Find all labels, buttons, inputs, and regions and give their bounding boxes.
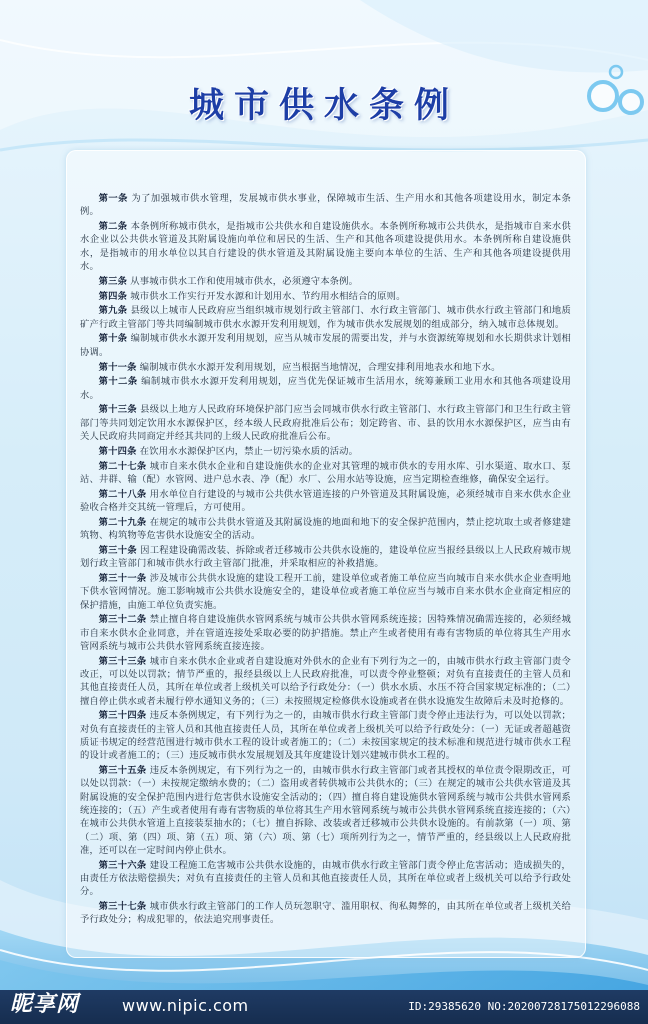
- page-title: 城市供水条例: [188, 86, 459, 126]
- article-paragraph: [80, 544, 571, 571]
- article-text: 用水单位自行建设的与城市公共供水管道连接的户外管道及其附属设施，必须经城市自来水供水企业验收合格并交其统一管理后，方可使用。: [80, 488, 571, 514]
- article-paragraph: [80, 445, 571, 458]
- article-heading: 第十二条: [98, 376, 138, 388]
- article-text: 城市供水行政主管部门的工作人员玩忽职守、滥用职权、徇私舞弊的，由其所在单位或者上级机关给予行政处分；构成犯罪的，依法追究刑事责任。: [80, 901, 571, 926]
- article-paragraph: [80, 900, 571, 927]
- article-text: 禁止擅自将自建设施供水管网系统与城市公共供水管网系统连接；因特殊情况确需连接的，必须经城市自来水供水企业同意，并在管道连接处采取必要的防护措施。禁止产生或者使用有毒有害物质的单位将其生产用水管网系统与城市公共供水管网系统直接连接。: [80, 614, 571, 652]
- article-text: 涉及城市公共供水设施的建设工程开工前，建设单位或者施工单位应当向城市自来水供水企业查明地下供水管网情况。施工影响城市公共供水设施安全的，建设单位或者施工单位应当与城市自来水供水企业商定相应的保护措施，由施工单位负责实施。: [80, 573, 571, 611]
- article-heading: 第三十三条: [98, 655, 147, 667]
- article-heading: 第三十五条: [98, 765, 147, 777]
- article-heading: 第四条: [98, 290, 128, 302]
- article-heading: 第三十七条: [98, 901, 147, 913]
- article-paragraph: [80, 192, 571, 219]
- article-heading: 第三十六条: [98, 859, 147, 871]
- article-heading: 第三十条: [98, 544, 137, 556]
- article-text: 违反本条例规定，有下列行为之一的，由城市供水行政主管部门责令停止违法行为，可以处以罚款；对负有直接责任的主管人员和其他直接责任人员，其所在单位或者上级机关可以给予行政处分：（一）无证或者超越资质证书规定的经营范围进行城市供水工程的设计或者施工的；（二）未按国家规定的技术标准和规范进行城市供水工程的设计或者施工的；（三）违反城市供水发展规划及其年度建设计划兴建城市供水工程的。: [80, 710, 571, 762]
- article-text: 从事城市供水工作和使用城市供水，必须遵守本条例。: [130, 275, 359, 287]
- article-paragraph: [80, 375, 571, 402]
- article-heading: 第十三条: [98, 404, 137, 416]
- article-paragraph: [80, 403, 571, 443]
- article-paragraph: [80, 572, 571, 612]
- article-paragraph: [80, 764, 571, 857]
- article-text: 编制城市供水水源开发利用规划，应当从城市发展的需要出发，并与水资源统筹规划和水长期供求计划相协调。: [80, 333, 571, 358]
- article-text: 城市供水工作实行开发水源和计划用水、节约用水相结合的原则。: [130, 290, 406, 302]
- article-text: 在饮用水水源保护区内，禁止一切污染水质的活动。: [139, 445, 359, 457]
- watermark-url: www.nipic.com: [122, 996, 249, 1015]
- article-paragraph: [80, 488, 571, 515]
- article-heading: 第二十九条: [98, 516, 147, 528]
- article-text: 在规定的城市公共供水管道及其附属设施的地面和地下的安全保护范围内，禁止挖坑取土或者修建建筑物、构筑物等危害供水设施安全的活动。: [80, 516, 571, 542]
- article-text: 为了加强城市供水管理，发展城市供水事业，保障城市生活、生产用水和其他各项建设用水，制定本条例。: [80, 193, 571, 218]
- article-text: 城市自来水供水企业和自建设施供水的企业对其管理的城市供水的专用水库、引水渠道、取水口、泵站、井群、输（配）水管网、进户总水表、净（配）水厂、公用水站等设施，应当定期检查维修，确保安全运行。: [80, 460, 571, 485]
- article-paragraph: [80, 275, 571, 288]
- article-text: 违反本条例规定，有下列行为之一的，由城市供水行政主管部门或者其授权的单位责令限期改正，可以处以罚款：（一）未按规定缴纳水费的；（二）盗用或者转供城市公共供水的；（三）在规定的城市公共供水管道及其附属设施的安全保护范围内进行危害供水设施安全活动的；（四）擅自将自建设施供水管网系统与城市公共供水管网系统连接的；（五）产生或者使用有毒有害物质的单位将其生产用水管网系统与城市公共供水管网系统直接连接的；（六）在城市公共供水管道上直接装泵抽水的；（七）擅自拆除、改装或者迁移城市公共供水设施的。有前款第（一）项、第（二）项、第（四）项、第（五）项、第（六）项、第（七）项所列行为之一，情节严重的，经县级以上人民政府批准，还可以在一定时间内停止供水。: [80, 765, 571, 856]
- article-paragraph: [80, 220, 571, 273]
- article-heading: 第十一条: [98, 361, 137, 373]
- article-heading: 第十四条: [98, 445, 137, 457]
- article-heading: 第三条: [98, 275, 128, 287]
- article-heading: 第九条: [98, 305, 128, 317]
- article-paragraph: [80, 460, 571, 487]
- article-paragraph: [80, 361, 571, 374]
- article-heading: 第二十七条: [98, 460, 147, 472]
- article-text: 城市自来水供水企业或者自建设施对外供水的企业有下列行为之一的，由城市供水行政主管部门责令改正，可以处以罚款；情节严重的，报经县级以上人民政府批准，可以责令停业整顿；对负有直接责任的主管人员和其他直接责任人员，其所在单位或者上级机关可以给予行政处分：（一）供水水质、水压不符合国家规定标准的；（二）擅自停止供水或者未履行停水通知义务的；（三）未按照规定检修供水设施或者在供水设施发生故障后未及时抢修的。: [80, 655, 571, 707]
- article-paragraph: [80, 516, 571, 543]
- article-heading: 第三十二条: [98, 614, 147, 626]
- article-list: [80, 192, 571, 937]
- article-text: 县级以上城市人民政府应当组织城市规划行政主管部门、水行政主管部门、城市供水行政主管部门和地质矿产行政主管部门等共同编制城市供水水源开发利用规划，作为城市供水发展规划的组成部分，纳入城市总体规划。: [80, 305, 571, 330]
- watermark-image-id: ID:29385620 NO:20200728175012296088: [408, 1000, 640, 1013]
- article-text: 建设工程施工危害城市公共供水设施的，由城市供水行政主管部门责令停止危害活动；造成损失的，由责任方依法赔偿损失；对负有直接责任的主管人员和其他直接责任人员，其所在单位或者上级机关可以给予行政处分。: [80, 859, 571, 898]
- article-heading: 第二条: [98, 221, 128, 233]
- article-text: 编制城市供水水源开发利用规划，应当优先保证城市生活用水，统筹兼顾工业用水和其他各项建设用水。: [80, 376, 571, 401]
- article-heading: 第三十一条: [98, 573, 147, 585]
- article-text: 编制城市供水水源开发利用规划，应当根据当地情况，合理安排利用地表水和地下水。: [139, 361, 501, 373]
- article-paragraph: [80, 709, 571, 762]
- article-text: 因工程建设确需改装、拆除或者迁移城市公共供水设施的，建设单位应当报经县级以上人民政府城市规划行政主管部门和城市供水行政主管部门批准，并采取相应的补救措施。: [80, 544, 571, 570]
- article-paragraph: [80, 613, 571, 653]
- article-heading: 第一条: [98, 193, 128, 204]
- watermark-brand: 昵享网: [10, 992, 80, 1017]
- article-text: 本条例所称城市供水，是指城市公共供水和自建设施供水。本条例所称城市公共供水，是指城市自来水供水企业以公共供水管道及其附属设施向单位和居民的生活、生产和其他各项建设提供用水。本条例所称自建设施供水，是指城市的用水单位以其自行建设的供水管道及其附属设施主要向本单位的生活、生产和其他各项建设提供用水。: [80, 221, 571, 272]
- article-paragraph: [80, 290, 571, 303]
- article-paragraph: [80, 304, 571, 331]
- article-heading: 第三十四条: [98, 710, 147, 722]
- article-paragraph: [80, 655, 571, 708]
- article-paragraph: [80, 859, 571, 899]
- article-text: 县级以上地方人民政府环境保护部门应当会同城市供水行政主管部门、水行政主管部门和卫生行政主管部门等共同划定饮用水水源保护区，经本级人民政府批准后公布；划定跨省、市、县的饮用水水源保护区，应当由有关人民政府共同商定并经其共同的上级人民政府批准后公布。: [80, 404, 571, 443]
- article-heading: 第十条: [98, 333, 128, 345]
- article-heading: 第二十八条: [98, 488, 147, 500]
- article-paragraph: [80, 332, 571, 359]
